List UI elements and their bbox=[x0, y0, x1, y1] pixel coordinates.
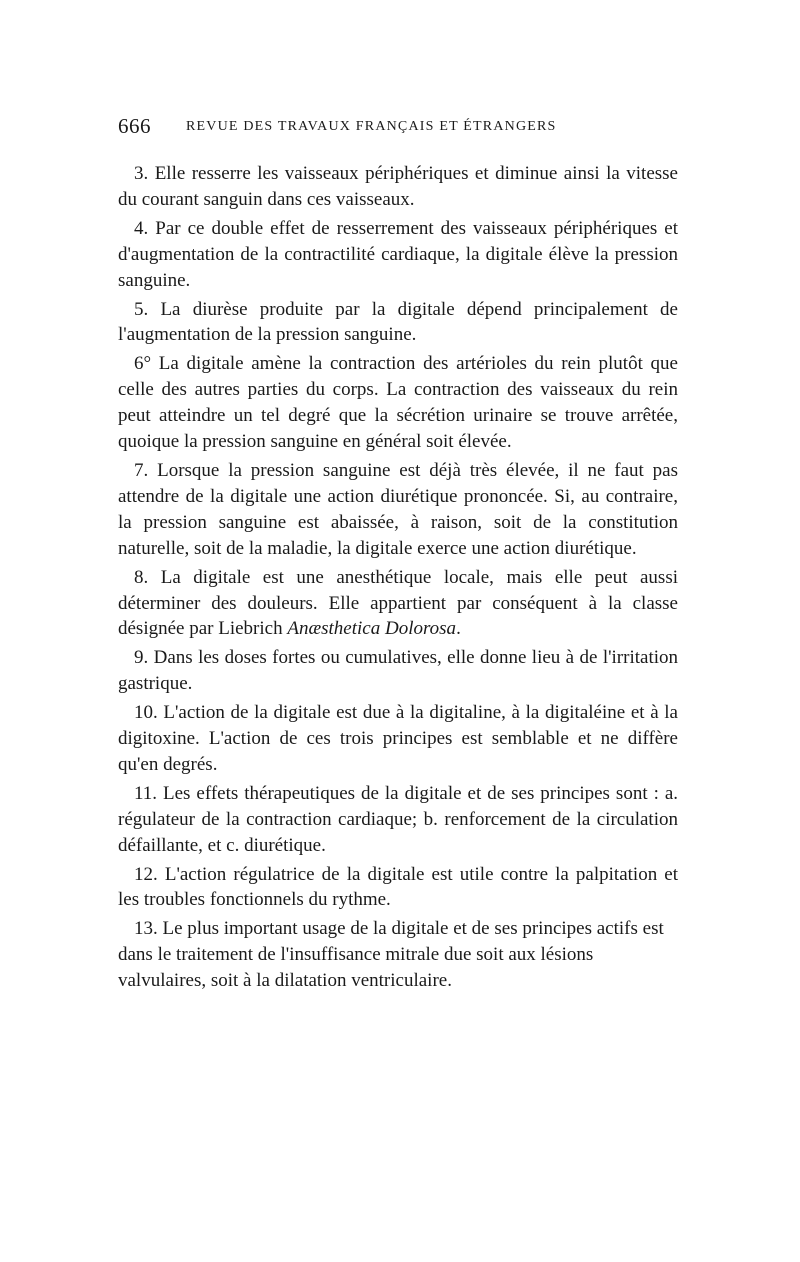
paragraph-12: 12. L'action régulatrice de la digitale est utile contre la palpitation et les troubles fonctionnels du rythme. bbox=[118, 863, 678, 911]
page-header bbox=[118, 114, 688, 144]
paragraph-6: 6° La digitale amène la contraction des artérioles du rein plutôt que celle des autres parties du corps. La contraction des vaisseaux du rein peut atteindre un tel degré que la sécrétion urinaire se trouve arrêtée, quoique la pression sanguine en général soit élevée. bbox=[118, 353, 678, 453]
running-title: REVUE DES TRAVAUX FRANÇAIS ET ÉTRANGERS bbox=[186, 119, 557, 134]
paragraph-8: 8. La digitale est une anesthétique locale, mais elle peut aussi déterminer des douleurs. Elle appartient par conséquent à la classe désignée par Liebrich Anæsthetica Dolorosa. bbox=[118, 566, 678, 640]
paragraph-9: 9. Dans les doses fortes ou cumulatives, elle donne lieu à de l'irritation gastrique. bbox=[118, 647, 678, 695]
italic-term: Anæsthetica Dolorosa bbox=[287, 618, 457, 640]
paragraph-10: 10. L'action de la digitale est due à la digitaline, à la digitaléine et à la digitoxine. L'action de ces trois principes est semblable et ne diffère qu'en degrés. bbox=[118, 702, 678, 775]
paragraph-3: 3. Elle resserre les vaisseaux périphériques et diminue ainsi la vitesse du courant sanguin dans ces vaisseaux. bbox=[118, 163, 678, 210]
paragraph-7: 7. Lorsque la pression sanguine est déjà très élevée, il ne faut pas attendre de la digitale une action diurétique prononcée. Si, au contraire, la pression sanguine est abaissée, à raison, soit de la constitution naturelle, soit de la maladie, la digitale exerce une action diurétique. bbox=[118, 459, 678, 559]
paragraph-5: 5. La diurèse produite par la digitale dépend principalement de l'augmentation de la pression sanguine. bbox=[118, 298, 678, 346]
body-text bbox=[118, 161, 678, 997]
paragraph-13: 13. Le plus important usage de la digitale et de ses principes actifs est dans le traitement de l'insuffisance mitrale due soit aux lésions valvulaires, soit à la dilatation ventriculaire. bbox=[118, 918, 664, 992]
paragraph-4: 4. Par ce double effet de resserrement des vaisseaux périphériques et d'augmentation de la contractilité cardiaque, la digitale élève la pression sanguine. bbox=[118, 217, 678, 291]
paragraph-11: 11. Les effets thérapeutiques de la digitale et de ses principes sont : a. régulateur de la contraction cardiaque; b. renforcement de la circulation défaillante, et c. diurétique. bbox=[118, 782, 678, 856]
page-number: 666 bbox=[118, 114, 151, 138]
